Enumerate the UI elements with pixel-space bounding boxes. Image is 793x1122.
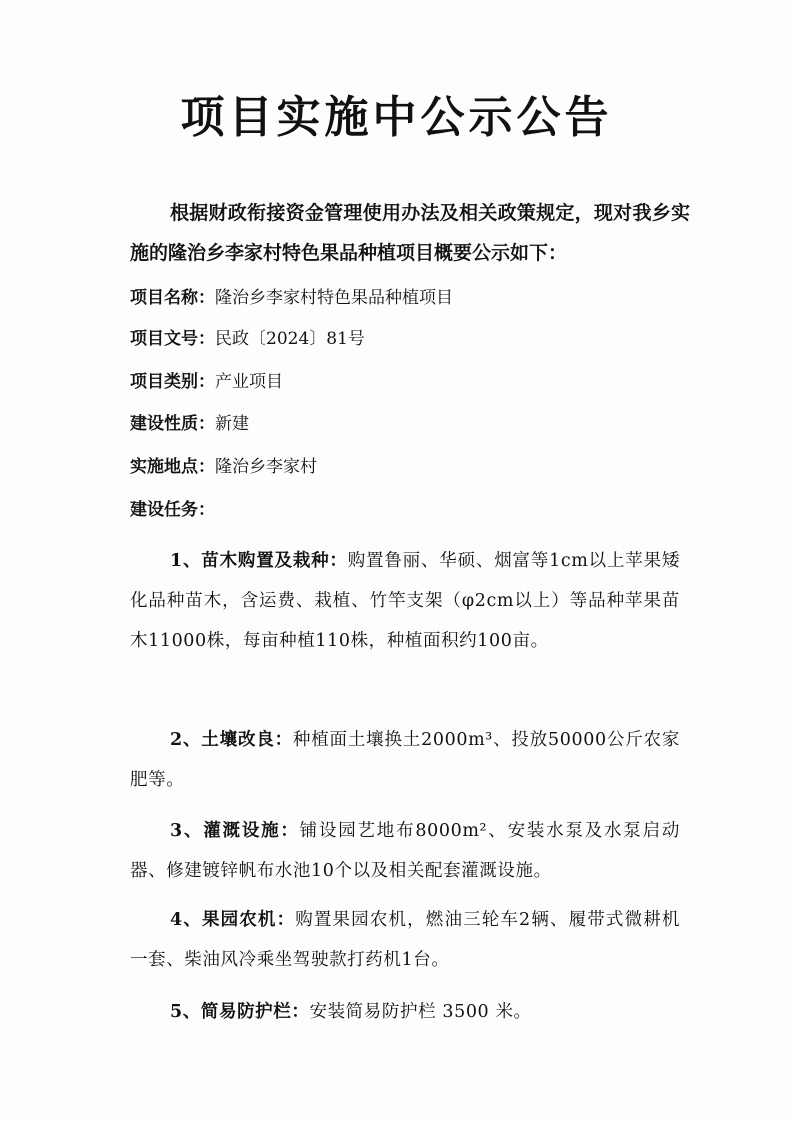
task-item-machinery [130, 900, 680, 980]
field-label: 项目文号： [130, 329, 215, 349]
field-label: 建设任务： [130, 500, 215, 520]
task-label: 1、苗木购置及栽种： [170, 551, 348, 571]
field-label: 实施地点： [130, 457, 215, 477]
task-label: 2、土壤改良： [170, 730, 293, 750]
field-label: 项目名称： [130, 288, 215, 308]
field-construction-tasks [130, 497, 215, 523]
field-project-category [130, 369, 283, 395]
task-item-fence [130, 992, 680, 1032]
task-text: 铺设园艺地布8000m²、安装水泵及水泵启动器、修建镀锌帆布水池10个以及相关配套灌溉设施。 [130, 821, 680, 881]
intro-paragraph: 根据财政衔接资金管理使用办法及相关政策规定，现对我乡实施的隆治乡李家村特色果品种植项目概要公示如下： [130, 202, 690, 264]
field-label: 项目类别： [130, 372, 215, 392]
task-item-soil [130, 720, 680, 800]
field-value: 民政〔2024〕81号 [215, 329, 365, 349]
field-location [130, 454, 317, 480]
field-label: 建设性质： [130, 414, 215, 434]
task-text: 种植面土壤换土2000m³、投放50000公斤农家肥等。 [130, 730, 680, 790]
task-label: 4、果园农机： [170, 910, 296, 930]
task-label: 5、简易防护栏： [170, 1002, 310, 1022]
field-project-name [130, 285, 453, 311]
task-text: 安装简易防护栏 3500 米。 [309, 1002, 532, 1022]
task-text: 购置果园农机，燃油三轮车2辆、履带式微耕机一套、柴油风冷乘坐驾驶款打药机1台。 [130, 910, 680, 970]
task-item-irrigation [130, 811, 680, 891]
field-document-number [130, 326, 365, 352]
field-value: 隆治乡李家村 [215, 457, 317, 477]
field-value: 隆治乡李家村特色果品种植项目 [215, 288, 453, 308]
task-text: 购置鲁丽、华硕、烟富等1cm以上苹果矮化品种苗木，含运费、栽植、竹竿支架（φ2cm以上）等品种苹果苗木11000株，每亩种植110株，种植面积约100亩。 [130, 551, 680, 651]
page-title: 项目实施中公示公告 [180, 92, 613, 143]
task-label: 3、灌溉设施： [170, 821, 300, 841]
field-value: 产业项目 [215, 372, 283, 392]
field-value: 新建 [215, 414, 249, 434]
field-construction-nature [130, 411, 249, 437]
task-item-seedlings [130, 541, 680, 661]
